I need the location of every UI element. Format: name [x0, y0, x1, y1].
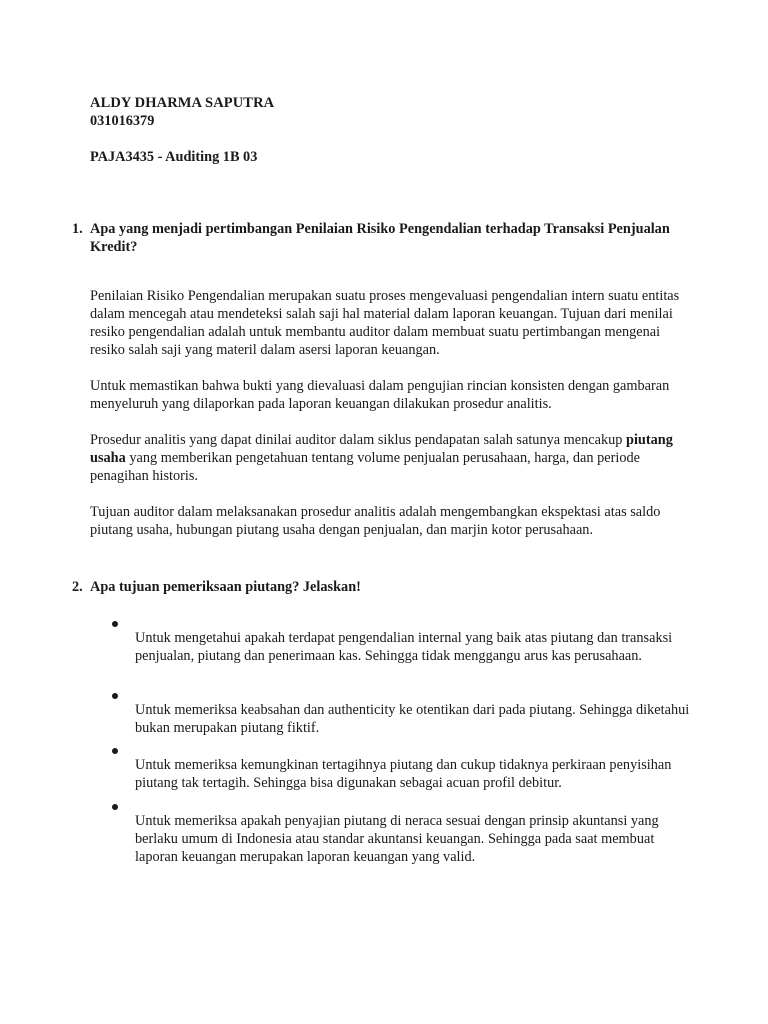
bullet-icon [112, 621, 118, 627]
q1-paragraph-3-start: Prosedur analitis yang dapat dinilai auditor dalam siklus pendapatan salah satunya mencakup [90, 432, 626, 449]
bullet-icon [112, 804, 118, 810]
q2-bullet-3: Untuk memeriksa kemungkinan tertagihnya piutang dan cukup tidaknya perkiraan penyisihan piutang tak tertagih. Sehingga bisa digunakan sebagai acuan profil debitur. [135, 757, 672, 792]
question-2-title: Apa tujuan pemeriksaan piutang? Jelaskan! [90, 579, 361, 595]
q2-bullet-2: Untuk memeriksa keabsahan dan authenticity ke otentikan dari pada piutang. Sehingga diketahui bukan merupakan piutang fiktif. [135, 702, 690, 737]
bullet-icon [112, 693, 118, 699]
student-name: ALDY DHARMA SAPUTRA [90, 95, 275, 111]
q1-paragraph-1: Penilaian Risiko Pengendalian merupakan suatu proses mengevaluasi pengendalian intern suatu entitas dalam mencegah atau mendeteksi salah saji hal material dalam laporan keuangan. Tujuan dari menilai resiko pengendalian adalah untuk membantu auditor dalam membuat suatu pertimbangan mengenai resiko salah saji yang materil dalam asersi laporan keuangan. [90, 288, 680, 359]
q1-paragraph-2: Untuk memastikan bahwa bukti yang dievaluasi dalam pengujian rincian konsisten dengan gambaran menyeluruh yang dilaporkan pada laporan keuangan dilakukan prosedur analitis. [90, 378, 670, 413]
question-1-number: 1. [72, 221, 83, 237]
q2-bullet-4: Untuk memeriksa apakah penyajian piutang di neraca sesuai dengan prinsip akuntansi yang berlaku umum di Indonesia atau standar akuntansi keuangan. Sehingga pada saat membuat laporan keuangan merupakan laporan keuangan yang valid. [135, 813, 659, 866]
q2-bullet-1: Untuk mengetahui apakah terdapat pengendalian internal yang baik atas piutang dan transaksi penjualan, piutang dan penerimaan kas. Sehingga tidak menggangu arus kas perusahaan. [135, 630, 673, 665]
piutang-usaha-term: piutang usaha [90, 432, 673, 467]
q1-paragraph-3 [90, 431, 690, 485]
student-id: 031016379 [90, 113, 155, 129]
q1-paragraph-3-end: yang memberikan pengetahuan tentang volume penjualan perusahaan, harga, dan periode penagihan historis. [90, 450, 640, 485]
course-code: PAJA3435 - Auditing 1B 03 [90, 149, 258, 165]
bullet-icon [112, 748, 118, 754]
question-1-title: Apa yang menjadi pertimbangan Penilaian Risiko Pengendalian terhadap Transaksi Penjualan Kredit? [90, 221, 670, 255]
q1-paragraph-4: Tujuan auditor dalam melaksanakan prosedur analitis adalah mengembangkan ekspektasi atas saldo piutang usaha, hubungan piutang usaha dengan penjualan, dan marjin kotor perusahaan. [90, 504, 661, 539]
question-2-number: 2. [72, 579, 83, 595]
